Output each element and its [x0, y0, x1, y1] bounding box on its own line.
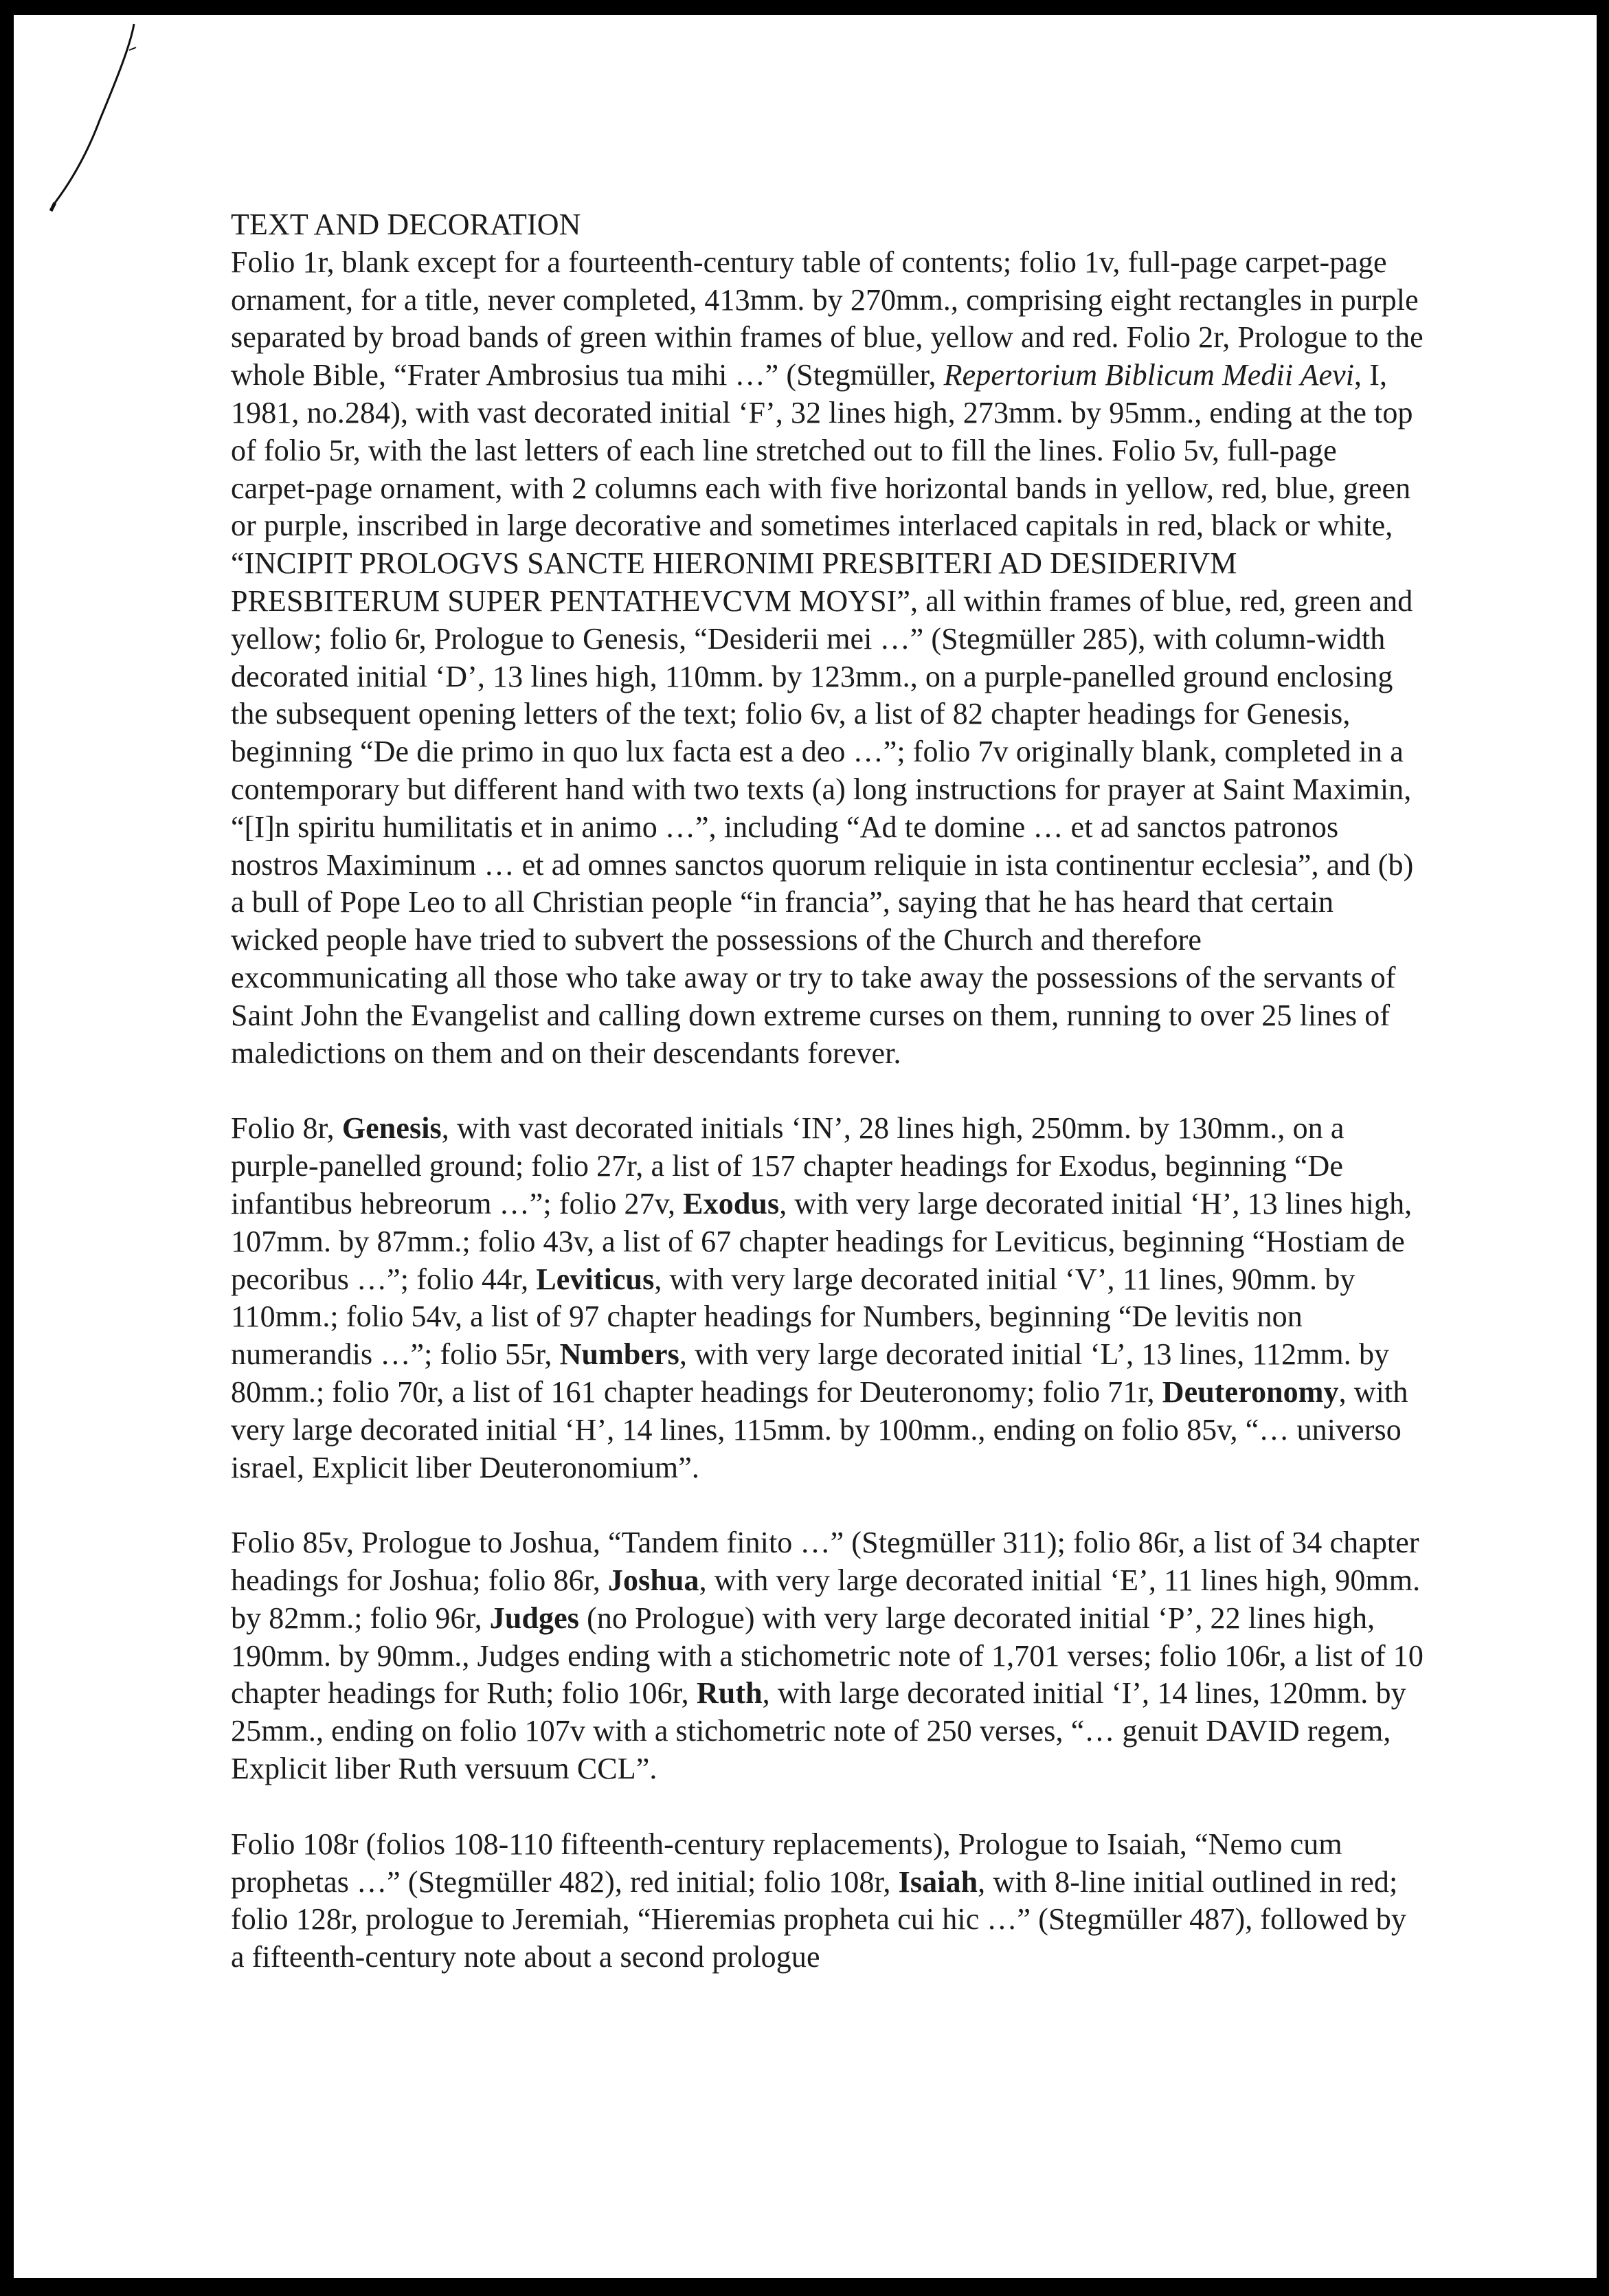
book-title-judges: Judges	[489, 1601, 579, 1635]
book-title-genesis: Genesis	[341, 1111, 442, 1146]
book-title-exodus: Exodus	[683, 1186, 780, 1221]
paragraph-2: Folio 8r, Genesis, with vast decorated initials ‘IN’, 28 lines high, 250mm. by 130mm., on a purple-panelled ground; folio 27r, a list of 157 chapter headings for Exodus, beginning “De infantibus hebreorum …”; folio 27v, Exodus, with very large decorated initial ‘H’, 13 lines high, 107mm. by 87mm.; folio 43v, a list of 67 chapter headings for Leviticus, beginning “Hostiam de pecoribus …”; folio 44r, Leviticus, with very large decorated initial ‘V’, 11 lines, 90mm. by 110mm.; folio 54v, a list of 97 chapter headings for Numbers, beginning “De levitis non numerandis …”; folio 55r, Numbers, with very large decorated initial ‘L’, 13 lines, 112mm. by 80mm.; folio 70r, a list of 161 chapter headings for Deuteronomy; folio 71r, Deuteronomy, with very large decorated initial ‘H’, 14 lines, 115mm. by 100mm., ending on folio 85v, “… universo israel, Explicit liber Deuteronomium”.	[231, 1111, 1413, 1484]
section-heading: TEXT AND DECORATION	[231, 208, 581, 241]
document-body	[231, 206, 1426, 1976]
pen-stroke-mark	[41, 17, 151, 216]
book-title-isaiah: Isaiah	[898, 1864, 978, 1899]
book-title-numbers: Numbers	[559, 1337, 679, 1372]
paragraph-4: Folio 108r (folios 108-110 fifteenth-century replacements), Prologue to Isaiah, “Nemo cum prophetas …” (Stegmüller 482), red initial; folio 108r, Isaiah, with 8-line initial outlined in red; folio 128r, prologue to Jeremiah, “Hieremias propheta cui hic …” (Stegmüller 487), followed by a fifteenth-century note about a second prologue	[231, 1827, 1406, 1974]
book-title-joshua: Joshua	[607, 1563, 699, 1598]
book-title-ruth: Ruth	[696, 1676, 763, 1710]
paragraph-3: Folio 85v, Prologue to Joshua, “Tandem finito …” (Stegmüller 311); folio 86r, a list of 34 chapter headings for Joshua; folio 86r, Joshua, with very large decorated initial ‘E’, 11 lines high, 90mm. by 82mm.; folio 96r, Judges (no Prologue) with very large decorated initial ‘P’, 22 lines high, 190mm. by 90mm., Judges ending with a stichometric note of 1,701 verses; folio 106r, a list of 10 chapter headings for Ruth; folio 106r, Ruth, with large decorated initial ‘I’, 14 lines, 120mm. by 25mm., ending on folio 107v with a stichometric note of 250 verses, “… genuit DAVID regem, Explicit liber Ruth versuum CCL”.	[231, 1526, 1424, 1786]
book-title-deuteronomy: Deuteronomy	[1162, 1374, 1339, 1409]
reference-title: Repertorium Biblicum Medii Aevi	[943, 358, 1355, 392]
book-title-leviticus: Leviticus	[536, 1262, 655, 1296]
paragraph-1: Folio 1r, blank except for a fourteenth-century table of contents; folio 1v, full-page carpet-page ornament, for a title, never completed, 413mm. by 270mm., comprising eight rectangles in purple separated by broad bands of green within frames of blue, yellow and red. Folio 2r, Prologue to the whole Bible, “Frater Ambrosius tua mihi …” (Stegmüller, Repertorium Biblicum Medii Aevi, I, 1981, no.284), with vast decorated initial ‘F’, 32 lines high, 273mm. by 95mm., ending at the top of folio 5r, with the last letters of each line stretched out to fill the lines. Folio 5v, full-page carpet-page ornament, with 2 columns each with five horizontal bands in yellow, red, blue, green or purple, inscribed in large decorative and sometimes interlaced capitals in red, black or white, “INCIPIT PROLOGVS SANCTE HIERONIMI PRESBITERI AD DESIDERIVM PRESBITERUM SUPER PENTATHEVCVM MOYSI”, all within frames of blue, red, green and yellow; folio 6r, Prologue to Genesis, “Desiderii mei …” (Stegmüller 285), with column-width decorated initial ‘D’, 13 lines high, 110mm. by 123mm., on a purple-panelled ground enclosing the subsequent opening letters of the text; folio 6v, a list of 82 chapter headings for Genesis, beginning “De die primo in quo lux facta est a deo …”; folio 7v originally blank, completed in a contemporary but different hand with two texts (a) long instructions for prayer at Saint Maximin, “[I]n spiritu humilitatis et in animo …”, including “Ad te domine … et ad sanctos patronos nostros Maximinum … et ad omnes sanctos quorum reliquie in ista continentur ecclesia”, and (b) a bull of Pope Leo to all Christian people “in francia”, saying that he has heard that certain wicked people have tried to subvert the possessions of the Church and therefore excommunicating all those who take away or try to take away the possessions of the servants of Saint John the Evangelist and calling down extreme curses on them, running to over 25 lines of maledictions on them and on their descendants forever.	[231, 245, 1424, 1070]
